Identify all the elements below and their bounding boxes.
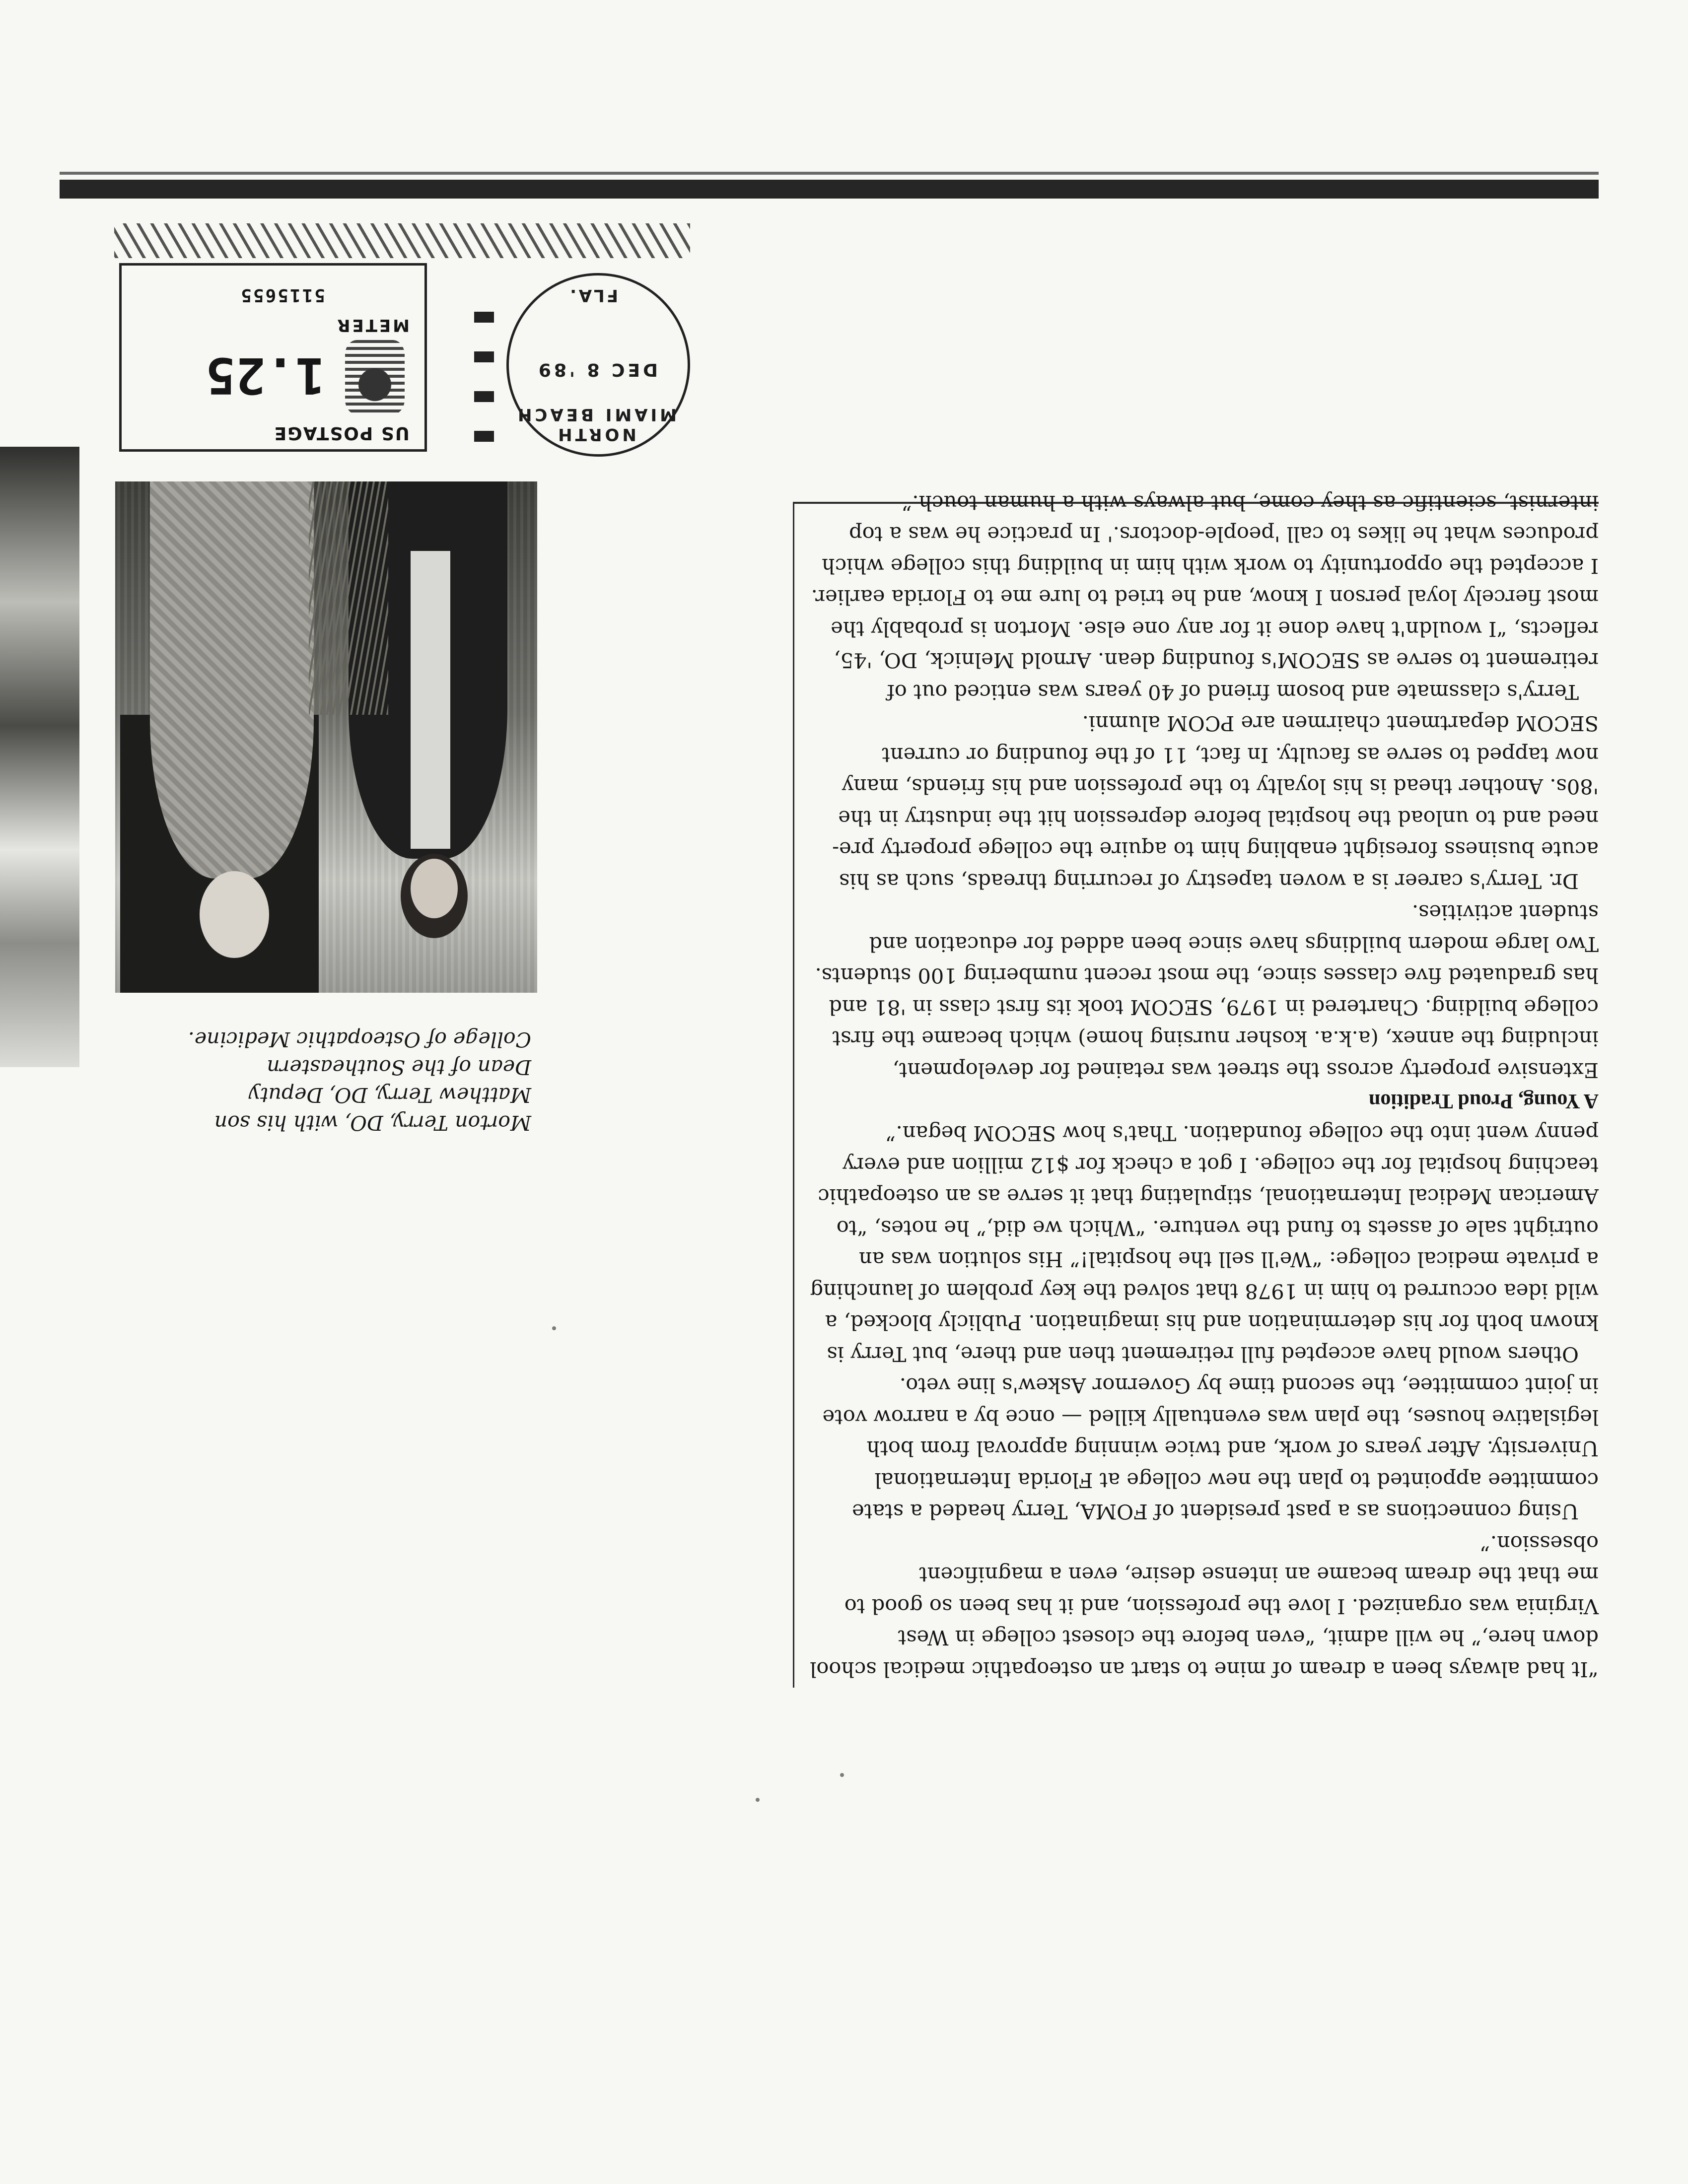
article-paragraph: Extensive property across the street was retained for development, including the annex, (a.k.a. kosher nursing home) which became the first college building. Chartered in 1979, SECOM took its first class in '81 and has graduated five classes since, the most recent numbering 100 students. Two large modern buildings have since been added for education and student activities. (815, 900, 1599, 1083)
meter-amount: 1.25 (206, 346, 325, 405)
article-paragraph: Others would have accepted full retirement then and there, but Terry is known both for his determination and his imagination. Publicly blocked, a wild idea occurred to him in 1978 that solved the key problem of launching a private medical college: “We'll sell the hospital!” His solution was an outright sale of assets to fund the venture. “Which we did,” he notes, “to American Medical International, stipulating that it serve as an osteopathic teaching hospital for the college. I got a check for $12 million and every penny went into the college foundation. That's how SECOM began.” (810, 1121, 1599, 1366)
page-footer-thin-rule (60, 172, 1599, 175)
meter-label: METER (335, 315, 410, 335)
paper-speck (756, 1798, 760, 1802)
eagle-icon (345, 340, 405, 414)
postmark-circle (506, 273, 690, 457)
postmark-date: DEC 8 '89 (535, 359, 658, 380)
article-paragraph: Using connections as a past president of FOMA, Terry headed a state committee appointed to plan the new college at Florida International University. After years of work, and twice winning approval from both legislative houses, the plan was eventually killed — once by a narrow vote in joint committee, the second time by Governor Askew's line veto. (822, 1373, 1599, 1524)
paper-speck (552, 1326, 556, 1330)
caption-line: Matthew Terry, DO, Deputy (248, 1083, 531, 1107)
caption-line: Morton Terry, DO, with his son (214, 1111, 531, 1135)
column-divider-rule (793, 504, 794, 1688)
portrait-photograph (115, 481, 537, 993)
caption-line: Dean of the Southeastern (267, 1055, 531, 1079)
cancellation-bars (474, 283, 494, 442)
meter-number: 5115655 (239, 285, 325, 305)
postage-meter-mark (94, 179, 690, 457)
postmark-state: FLA. (568, 285, 618, 305)
paper-speck (840, 1773, 844, 1777)
article-subheading: A Young, Proud Tradition (1369, 1090, 1599, 1112)
meter-stamp (119, 263, 427, 452)
postmark-city: NORTH MIAMI BEACH (515, 405, 677, 444)
article-paragraph: “It had always been a dream of mine to start an osteopathic medical school down here,” he will admit, “even before the closest college in West Virginia was organized. I love the profession, and it has been so good to me that the dream became an intense desire, even a magnificent obsession.” (810, 1531, 1599, 1682)
wavy-cancellation-lines (114, 223, 690, 258)
edge-photograph (0, 447, 79, 1067)
meter-header: US POSTAGE (273, 423, 410, 443)
photo-caption (119, 1023, 531, 1137)
article-paragraph: Dr. Terry's career is a woven tapestry of recurring threads, such as his acute business foresight enabling him to aquire the college property pre-need and to unload the hospital before depression hit the industry in the '80s. Another thead is his loyalty to the profession and his friends, many now tapped to serve as faculty. In fact, 11 of the founding or current SECOM department chairmen are PCOM alumni. (832, 711, 1599, 893)
caption-line: College of Osteopathic Medicine. (188, 1027, 531, 1051)
article-body (809, 491, 1599, 1685)
article-paragraph: Terry's classmate and bosom friend of 40 years was enticed out of retirement to serve as SECOM's founding dean. Arnold Melnick, DO, '45, reflects, “I wouldn't have done it for any one else. Morton is probably the most fiercely loyal person I know, and he tried to lure me to Florida earlier. I accepted the opportunity to work with him in building this college which produces what he likes to call 'people-doctors.' In practice he was a top internist, scientific as they come, but always with a human touch.” (811, 491, 1599, 704)
